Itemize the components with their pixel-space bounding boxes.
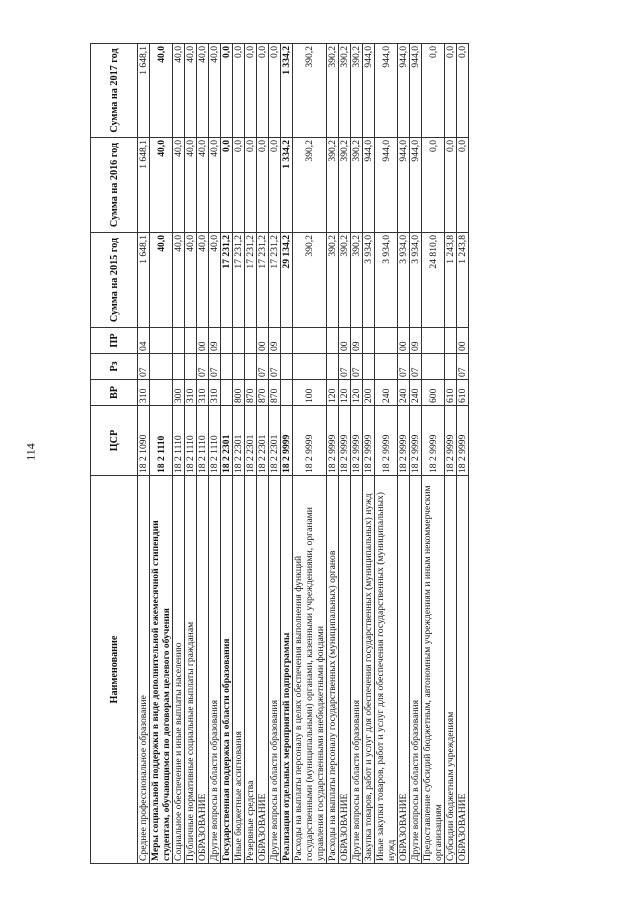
cell-pr — [375, 328, 398, 354]
table-row — [245, 44, 257, 864]
cell-sum-2016: 0,0 — [445, 138, 457, 233]
cell-pr: 04 — [138, 328, 150, 354]
cell-rz: 07 — [339, 354, 351, 380]
cell-name: ОБРАЗОВАНИЕ — [398, 476, 410, 864]
cell-sum-2015: 29 134,2 — [281, 233, 293, 328]
cell-name: Закупка товаров, работ и услуг для обеспечения государственных (муниципальных) нужд — [363, 476, 375, 864]
cell-vr: 310 — [197, 380, 209, 406]
cell-rz — [293, 354, 327, 380]
cell-pr — [245, 328, 257, 354]
cell-sum-2017: 944,0 — [398, 44, 410, 138]
cell-sum-2017: 944,0 — [375, 44, 398, 138]
table-row — [269, 44, 281, 864]
cell-sum-2016: 1 334,2 — [281, 138, 293, 233]
cell-csr: 18 2 9999 — [410, 406, 422, 476]
header-sum-2017: Сумма на 2017 год — [91, 44, 138, 138]
table-row — [233, 44, 245, 864]
cell-sum-2017: 390,2 — [339, 44, 351, 138]
cell-sum-2015: 40,0 — [209, 233, 221, 328]
cell-name: Другие вопросы в области образования — [410, 476, 422, 864]
cell-pr — [445, 328, 457, 354]
cell-csr: 18 2 2301 — [245, 406, 257, 476]
cell-csr: 18 2 9999 — [398, 406, 410, 476]
cell-name: Другие вопросы в области образования — [351, 476, 363, 864]
cell-rz — [375, 354, 398, 380]
cell-sum-2017: 944,0 — [363, 44, 375, 138]
cell-rz: 07 — [351, 354, 363, 380]
cell-name: Расходы на выплаты персоналу государственных (муниципальных) органов — [327, 476, 339, 864]
cell-rz — [221, 354, 233, 380]
cell-name: ОБРАЗОВАНИЕ — [339, 476, 351, 864]
cell-csr: 18 2 9999 — [363, 406, 375, 476]
cell-sum-2015: 17 231,2 — [257, 233, 269, 328]
cell-sum-2016: 390,2 — [339, 138, 351, 233]
cell-csr: 18 2 1110 — [209, 406, 221, 476]
cell-name: Иные бюджетные ассигнования — [233, 476, 245, 864]
table-row — [209, 44, 221, 864]
cell-sum-2015: 40,0 — [185, 233, 197, 328]
cell-csr: 18 2 9999 — [457, 406, 469, 476]
cell-csr: 18 2 2301 — [257, 406, 269, 476]
cell-name: ОБРАЗОВАНИЕ — [457, 476, 469, 864]
cell-rz — [173, 354, 185, 380]
cell-vr: 120 — [351, 380, 363, 406]
cell-name: Другие вопросы в области образования — [209, 476, 221, 864]
cell-csr: 18 2 9999 — [351, 406, 363, 476]
cell-rz: 07 — [209, 354, 221, 380]
cell-sum-2017: 0,0 — [269, 44, 281, 138]
cell-sum-2015: 3 934,0 — [363, 233, 375, 328]
cell-rz: 07 — [138, 354, 150, 380]
cell-csr: 18 2 9999 — [281, 406, 293, 476]
table-row — [138, 44, 150, 864]
cell-pr: 00 — [197, 328, 209, 354]
cell-sum-2015: 1 243,8 — [445, 233, 457, 328]
cell-rz — [245, 354, 257, 380]
cell-vr — [150, 380, 173, 406]
cell-csr: 18 2 2301 — [221, 406, 233, 476]
cell-csr: 18 2 1110 — [185, 406, 197, 476]
cell-rz — [363, 354, 375, 380]
cell-sum-2015: 3 934,0 — [398, 233, 410, 328]
cell-sum-2017: 40,0 — [197, 44, 209, 138]
cell-pr — [363, 328, 375, 354]
table-row — [221, 44, 233, 864]
cell-sum-2015: 40,0 — [197, 233, 209, 328]
cell-sum-2017: 40,0 — [173, 44, 185, 138]
cell-name: Субсидии бюджетным учреждениям — [445, 476, 457, 864]
cell-csr: 18 2 9999 — [339, 406, 351, 476]
cell-sum-2015: 17 231,2 — [269, 233, 281, 328]
cell-pr — [150, 328, 173, 354]
cell-pr — [327, 328, 339, 354]
cell-vr: 200 — [363, 380, 375, 406]
cell-vr — [281, 380, 293, 406]
header-pr: ПР — [91, 328, 138, 354]
cell-vr: 240 — [410, 380, 422, 406]
cell-name: Расходы на выплаты персоналу в целях обеспечения выполнения функций государственными (муниципальными) органами, казенными учреждениями, органами управления государственными внебюджетными фондами — [293, 476, 327, 864]
cell-sum-2016: 0,0 — [269, 138, 281, 233]
cell-name: Социальное обеспечение и иные выплаты населению — [173, 476, 185, 864]
cell-sum-2017: 390,2 — [327, 44, 339, 138]
cell-sum-2017: 390,2 — [293, 44, 327, 138]
cell-sum-2015: 390,2 — [327, 233, 339, 328]
cell-pr — [185, 328, 197, 354]
cell-sum-2017: 0,0 — [457, 44, 469, 138]
header-vr: ВР — [91, 380, 138, 406]
cell-rz: 07 — [457, 354, 469, 380]
table-row — [410, 44, 422, 864]
cell-vr: 610 — [445, 380, 457, 406]
cell-vr: 310 — [209, 380, 221, 406]
cell-sum-2015: 390,2 — [351, 233, 363, 328]
header-name: Наименование — [91, 476, 138, 864]
cell-name: Публичные нормативные социальные выплаты гражданам — [185, 476, 197, 864]
cell-sum-2016: 390,2 — [293, 138, 327, 233]
cell-vr: 310 — [185, 380, 197, 406]
cell-sum-2015: 40,0 — [173, 233, 185, 328]
cell-vr: 870 — [245, 380, 257, 406]
cell-sum-2015: 3 934,0 — [375, 233, 398, 328]
cell-pr: 00 — [339, 328, 351, 354]
table-row — [150, 44, 173, 864]
table-row — [457, 44, 469, 864]
cell-sum-2016: 944,0 — [375, 138, 398, 233]
table-row — [197, 44, 209, 864]
table-row — [422, 44, 445, 864]
cell-sum-2016: 0,0 — [233, 138, 245, 233]
cell-vr: 610 — [457, 380, 469, 406]
cell-rz — [327, 354, 339, 380]
table-row — [281, 44, 293, 864]
cell-pr: 09 — [410, 328, 422, 354]
table-row — [398, 44, 410, 864]
cell-sum-2015: 17 231,2 — [221, 233, 233, 328]
cell-csr: 18 2 2301 — [269, 406, 281, 476]
cell-sum-2017: 40,0 — [185, 44, 197, 138]
page-number: 114 — [23, 443, 38, 461]
cell-sum-2017: 0,0 — [445, 44, 457, 138]
cell-sum-2015: 17 231,2 — [245, 233, 257, 328]
table-row — [339, 44, 351, 864]
cell-csr: 18 2 1110 — [197, 406, 209, 476]
cell-pr — [221, 328, 233, 354]
table-header-row — [91, 44, 138, 864]
cell-name: Государственная поддержка в области образования — [221, 476, 233, 864]
cell-sum-2016: 40,0 — [150, 138, 173, 233]
cell-pr — [281, 328, 293, 354]
cell-pr — [293, 328, 327, 354]
cell-sum-2016: 944,0 — [398, 138, 410, 233]
cell-rz: 07 — [197, 354, 209, 380]
cell-vr: 870 — [257, 380, 269, 406]
rotated-content — [90, 44, 610, 864]
cell-pr — [422, 328, 445, 354]
cell-sum-2016: 390,2 — [351, 138, 363, 233]
cell-rz — [185, 354, 197, 380]
cell-sum-2015: 1 648,1 — [138, 233, 150, 328]
cell-sum-2016: 40,0 — [173, 138, 185, 233]
cell-pr: 09 — [351, 328, 363, 354]
table-row — [173, 44, 185, 864]
cell-sum-2016: 40,0 — [209, 138, 221, 233]
cell-sum-2016: 40,0 — [197, 138, 209, 233]
table-body — [138, 44, 469, 864]
header-sum-2016: Сумма на 2016 год — [91, 138, 138, 233]
table-row — [185, 44, 197, 864]
cell-rz — [281, 354, 293, 380]
cell-csr: 18 2 9999 — [327, 406, 339, 476]
cell-vr: 120 — [339, 380, 351, 406]
cell-rz — [233, 354, 245, 380]
cell-sum-2017: 944,0 — [410, 44, 422, 138]
cell-sum-2015: 1 243,8 — [457, 233, 469, 328]
cell-sum-2016: 40,0 — [185, 138, 197, 233]
cell-pr: 00 — [457, 328, 469, 354]
cell-sum-2015: 3 934,0 — [410, 233, 422, 328]
cell-sum-2015: 390,2 — [339, 233, 351, 328]
cell-sum-2015: 40,0 — [150, 233, 173, 328]
cell-vr: 240 — [398, 380, 410, 406]
cell-vr: 120 — [327, 380, 339, 406]
cell-csr: 18 2 1090 — [138, 406, 150, 476]
cell-csr: 18 2 9999 — [375, 406, 398, 476]
cell-vr: 310 — [138, 380, 150, 406]
cell-sum-2016: 0,0 — [457, 138, 469, 233]
cell-rz: 07 — [257, 354, 269, 380]
cell-rz: 07 — [269, 354, 281, 380]
cell-name: Иные закупки товаров, работ и услуг для обеспечения государственных (муниципальных) нужд — [375, 476, 398, 864]
cell-csr: 18 2 9999 — [445, 406, 457, 476]
table-row — [293, 44, 327, 864]
cell-sum-2015: 17 231,2 — [233, 233, 245, 328]
cell-sum-2016: 1 648,1 — [138, 138, 150, 233]
cell-sum-2017: 0,0 — [245, 44, 257, 138]
cell-sum-2015: 390,2 — [293, 233, 327, 328]
cell-name: ОБРАЗОВАНИЕ — [257, 476, 269, 864]
cell-vr: 300 — [173, 380, 185, 406]
cell-name: Меры социальной поддержки в виде дополнительной ежемесячной стипендии студентам, обучающимся по договорам целевого обучения — [150, 476, 173, 864]
cell-rz — [422, 354, 445, 380]
cell-csr: 18 2 1110 — [150, 406, 173, 476]
cell-pr: 00 — [398, 328, 410, 354]
header-csr: ЦСР — [91, 406, 138, 476]
cell-sum-2016: 0,0 — [245, 138, 257, 233]
cell-sum-2017: 1 334,2 — [281, 44, 293, 138]
table-row — [257, 44, 269, 864]
cell-sum-2017: 40,0 — [209, 44, 221, 138]
cell-pr: 09 — [209, 328, 221, 354]
budget-table — [90, 43, 469, 864]
cell-name: Резервные средства — [245, 476, 257, 864]
cell-sum-2016: 0,0 — [422, 138, 445, 233]
cell-pr — [233, 328, 245, 354]
cell-vr — [221, 380, 233, 406]
cell-vr: 100 — [293, 380, 327, 406]
cell-rz: 07 — [410, 354, 422, 380]
cell-pr: 00 — [257, 328, 269, 354]
cell-sum-2017: 0,0 — [233, 44, 245, 138]
cell-vr: 600 — [422, 380, 445, 406]
cell-rz — [445, 354, 457, 380]
cell-name: Реализация отдельных мероприятий подпрограммы — [281, 476, 293, 864]
cell-sum-2017: 0,0 — [221, 44, 233, 138]
cell-csr: 18 2 9999 — [422, 406, 445, 476]
cell-sum-2017: 0,0 — [257, 44, 269, 138]
cell-sum-2015: 24 810,0 — [422, 233, 445, 328]
cell-name: Другие вопросы в области образования — [269, 476, 281, 864]
cell-vr: 240 — [375, 380, 398, 406]
cell-sum-2017: 390,2 — [351, 44, 363, 138]
cell-sum-2016: 0,0 — [257, 138, 269, 233]
cell-vr: 870 — [269, 380, 281, 406]
cell-rz — [150, 354, 173, 380]
cell-csr: 18 2 2301 — [233, 406, 245, 476]
cell-name: Среднее профессиональное образование — [138, 476, 150, 864]
cell-rz: 07 — [398, 354, 410, 380]
cell-sum-2017: 40,0 — [150, 44, 173, 138]
header-sum-2015: Сумма на 2015 год — [91, 233, 138, 328]
header-rz: Рз — [91, 354, 138, 380]
table-row — [375, 44, 398, 864]
cell-sum-2017: 1 648,1 — [138, 44, 150, 138]
cell-sum-2017: 0,0 — [422, 44, 445, 138]
cell-name: ОБРАЗОВАНИЕ — [197, 476, 209, 864]
cell-csr: 18 2 1110 — [173, 406, 185, 476]
table-row — [351, 44, 363, 864]
table-row — [445, 44, 457, 864]
cell-pr: 09 — [269, 328, 281, 354]
cell-sum-2016: 944,0 — [363, 138, 375, 233]
cell-csr: 18 2 9999 — [293, 406, 327, 476]
cell-sum-2016: 0,0 — [221, 138, 233, 233]
cell-pr — [173, 328, 185, 354]
cell-sum-2016: 944,0 — [410, 138, 422, 233]
table-row — [363, 44, 375, 864]
cell-sum-2016: 390,2 — [327, 138, 339, 233]
cell-vr: 800 — [233, 380, 245, 406]
cell-name: Предоставление субсидий бюджетным, автономным учреждениям и иным некоммерческим организациям — [422, 476, 445, 864]
table-row — [327, 44, 339, 864]
